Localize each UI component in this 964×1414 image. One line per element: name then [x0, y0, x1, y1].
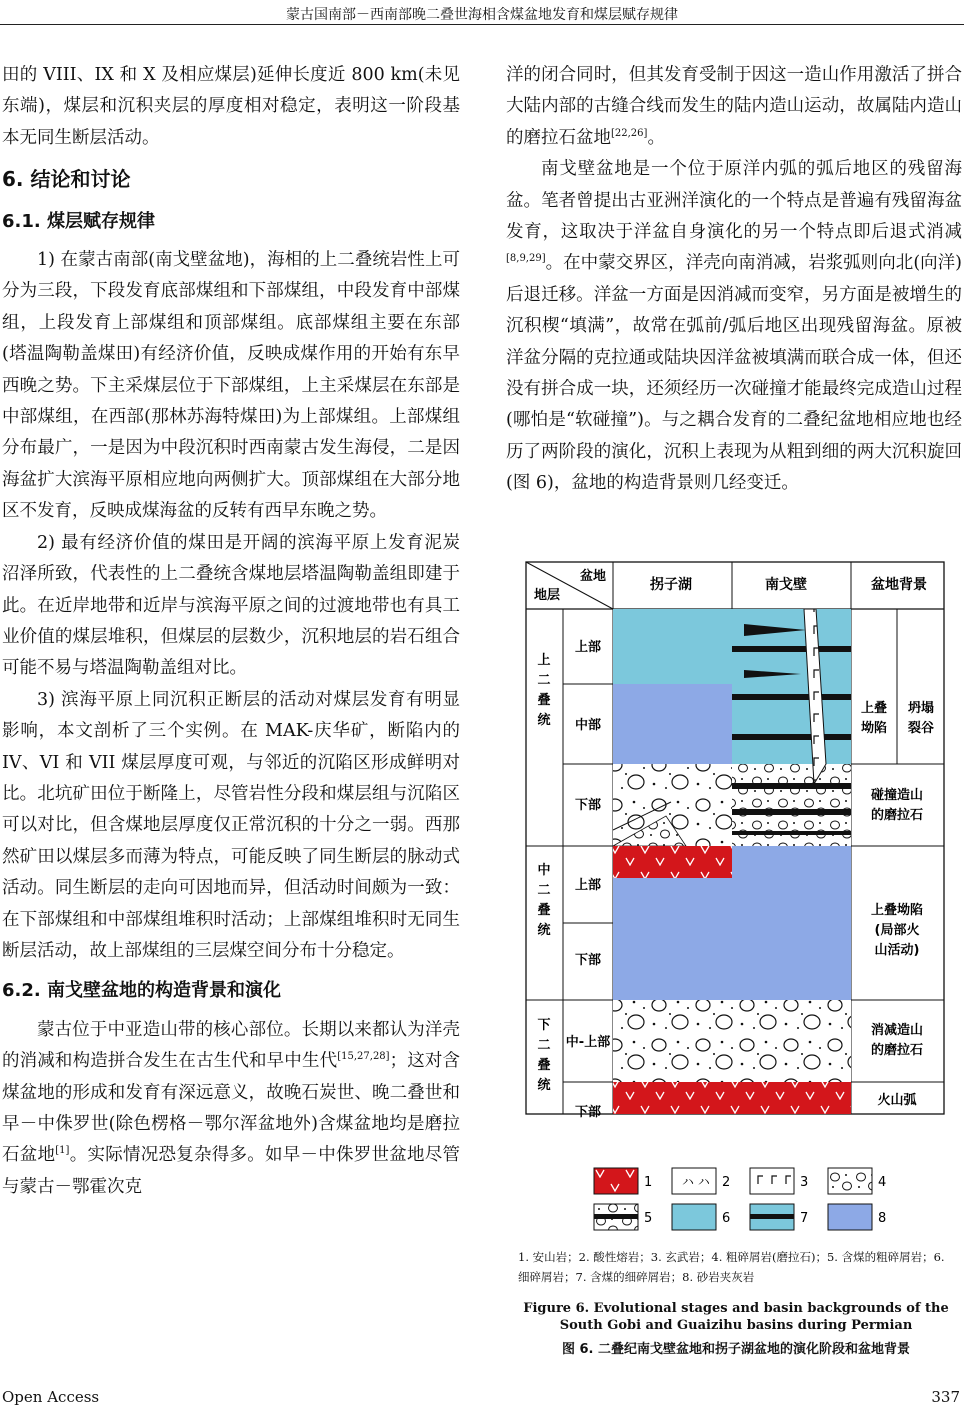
- legend-num: 6: [722, 1211, 731, 1226]
- legend-num: 3: [800, 1175, 809, 1190]
- sub-middle-upper: 中-上部: [565, 1035, 611, 1050]
- left-column: [2, 60, 460, 1203]
- series-lower-permian: 下二叠统: [537, 1018, 551, 1093]
- guaizihu-lower-molasse-2: [613, 1000, 732, 1082]
- col-nangebi: 南戈壁: [765, 577, 807, 593]
- guaizihu-middle-volcanic: [613, 846, 732, 878]
- figure-caption-zh: 图 6. 二叠纪南戈壁盆地和拐子湖盆地的演化阶段和盆地背景: [561, 1342, 911, 1357]
- bg-overlap-volcanic: 上叠坳陷(局部火山活动): [870, 903, 924, 958]
- citation[interactable]: [8,9,29]: [506, 253, 546, 265]
- legend-num: 4: [878, 1175, 887, 1190]
- sub-lower: 下部: [574, 1105, 602, 1120]
- coal-bed: [732, 646, 851, 652]
- paragraph: 蒙古位于中亚造山带的核心部位。长期以来都认为洋壳的消减和构造拼合发生在古生代和早中生代[15,27,28]；这对含煤盆地的形成和发育有深远意义，故晚石炭世、晚二叠世和早－中侏罗世(除色楞格－鄂尔浑盆地外)含煤盆地均是磨拉石盆地[1]。实际情况恐复杂得多。如早－中侏罗世盆地尽管与蒙古－鄂霍次克: [2, 1019, 461, 1197]
- figure-caption-en: Figure 6. Evolutional stages and basin backgrounds of the South Gobi and Guaizihu basins during Permian: [523, 1301, 949, 1333]
- right-column: [506, 60, 962, 500]
- nangebi-lower-andesite: [732, 1082, 851, 1114]
- paragraph: 2) 最有经济价值的煤田是开阔的滨海平原上发育泥炭沼泽所致，代表性的上二叠统含煤地层塔温陶勒盖组即建于此。在近岸地带和近岸与滨海平原之间的过渡地带也有具工业价值的煤层堆积，但煤层的层数少，沉积地层的岩石组合可能不易与塔温陶勒盖组对比。: [2, 532, 460, 679]
- nangebi-middle-sandstone-limestone: [732, 846, 851, 1000]
- guaizihu-upper-sandstone-limestone: [613, 684, 732, 764]
- guaizihu-middle-sandstone-limestone: [613, 878, 732, 1000]
- page-number: 337: [931, 1388, 960, 1406]
- nangebi-lower-molasse: [732, 1000, 851, 1082]
- guaizihu-upper-fine-clastics: [613, 609, 732, 684]
- running-header: 蒙古国南部－西南部晚二叠世海相含煤盆地发育和煤层赋存规律: [286, 7, 678, 23]
- legend-num: 5: [644, 1211, 653, 1226]
- sub-upper: 上部: [574, 640, 602, 655]
- series-middle-permian: 中二叠统: [537, 863, 551, 938]
- section-heading: 6. 结论和讨论: [2, 167, 131, 192]
- subsection-heading: 6.2. 南戈壁盆地的构造背景和演化: [2, 980, 281, 1002]
- guaizihu-lower-andesite: [613, 1082, 732, 1114]
- sub-middle: 中部: [574, 718, 602, 733]
- legend-num: 2: [722, 1175, 731, 1190]
- svg-text:ハ ハ: ハ ハ: [682, 1175, 710, 1189]
- sub-lower: 下部: [574, 798, 602, 813]
- bg-collision-molasse: 碰撞造山的磨拉石: [870, 788, 924, 823]
- legend-note: 1. 安山岩；2. 酸性熔岩；3. 玄武岩；4. 粗碎屑岩(磨拉石)；5. 含煤的粗碎屑岩；6. 细碎屑岩；7. 含煤的细碎屑岩；8. 砂岩夹灰岩: [518, 1250, 945, 1284]
- subsection-heading: 6.1. 煤层赋存规律: [2, 210, 155, 232]
- coal-bed: [732, 694, 851, 700]
- figure-6-diagram: [516, 554, 948, 1244]
- legend-num: 8: [878, 1211, 887, 1226]
- bg-overlap-upper: 上叠坳陷: [860, 701, 888, 736]
- coal-bed: [732, 809, 851, 815]
- paragraph: 1) 在蒙古南部(南戈壁盆地)，海相的上二叠统岩性上可分为三段，下段发育底部煤组和下部煤组，中段发育中部煤组，上段发育上部煤组和顶部煤组。底部煤组主要在东部(塔温陶勒盖煤田)有经济价值，反映成煤作用的开始有东早西晚之势。下主采煤层位于下部煤组，上主采煤层在东部是中部煤组，在西部(那林苏海特煤田)为上部煤组。上部煤组分布最广，一是因为中段沉积时西南蒙古发生海侵，二是因海盆扩大滨海平原相应地向两侧扩大。顶部煤组在大部分地区不发育，反映成煤海盆的反转有西早东晚之势。: [2, 250, 460, 522]
- legend: [594, 1168, 886, 1230]
- legend-num: 1: [644, 1175, 653, 1190]
- paragraph: 田的 VIII、IX 和 X 及相应煤层)延伸长度近 800 km(未见东端)，煤层和沉积夹层的厚度相对稳定，表明这一阶段基本无同生断层活动。: [2, 65, 460, 148]
- coal-bed: [732, 783, 851, 789]
- coal-bed: [732, 734, 851, 740]
- col-background: 盆地背景: [871, 577, 927, 593]
- citation[interactable]: [15,27,28]: [337, 1051, 390, 1063]
- paragraph: 3) 滨海平原上同沉积正断层的活动对煤层发育有明显影响，本文剖析了三个实例。在 MAK-庆华矿，断陷内的 IV、VI 和 VII 煤层厚度可观，与邻近的沉陷区形成鲜明对比。北坑矿田位于断隆上，尽管岩性分段和煤层组与沉陷区可以对比，但含煤地层厚度仅正常沉积的十分之一弱。西那然矿田以煤层多而薄为特点，可能反映了同生断层的脉动式活动。同生断层的走向可因地而异，但活动时间颇为一致：在下部煤组和中部煤组堆积时活动；上部煤组堆积时无同生断层活动，故上部煤组的三层煤空间分布十分稳定。: [2, 689, 460, 961]
- footer-open-access: Open Access: [2, 1388, 100, 1406]
- legend-num: 7: [800, 1211, 809, 1226]
- header-basin: 盆地: [580, 569, 607, 584]
- bg-collapse-rift: 坍塌裂谷: [907, 701, 935, 736]
- series-upper-permian: 上二叠统: [537, 653, 551, 728]
- paragraph: 南戈壁盆地是一个位于原洋内弧的弧后地区的残留海盆。笔者曾提出古亚洲洋演化的一个特点是普遍有残留海盆发育，这取决于洋盆自身演化的另一个特点即后退式消减[8,9,29]。在中蒙交界区，洋壳向南消减，岩浆弧则向北(向洋)后退迁移。洋盆一方面是因消减而变窄，另方面是被增生的沉积楔“填满”，故常在弧前/弧后地区出现残留海盆。原被洋盆分隔的克拉通或陆块因洋盆被填满而联合成一体，但还没有拼合成一块，还须经历一次碰撞才能最终完成造山过程(哪怕是“软碰撞”)。与之耦合发育的二叠纪盆地相应地也经历了两阶段的演化，沉积上表现为从粗到细的两大沉积旋回(图 6)，盆地的构造背景则几经变迁。: [506, 159, 962, 494]
- coal-bed: [732, 831, 851, 835]
- sub-lower: 下部: [574, 953, 602, 968]
- bg-subduction-molasse: 消减造山的磨拉石: [870, 1023, 924, 1058]
- citation[interactable]: [1]: [55, 1145, 70, 1157]
- col-guaizihu: 拐子湖: [650, 577, 692, 593]
- header-strata: 地层: [534, 588, 561, 603]
- paragraph: 洋的闭合同时，但其发育受制于因这一造山作用激活了拼合大陆内部的古缝合线而发生的陆内造山运动，故属陆内造山的磨拉石盆地[22,26]。: [506, 65, 962, 148]
- sub-upper: 上部: [574, 878, 602, 893]
- bg-volcanic-arc: 火山弧: [877, 1093, 917, 1108]
- citation[interactable]: [22,26]: [611, 127, 648, 139]
- header-rule: [0, 24, 964, 25]
